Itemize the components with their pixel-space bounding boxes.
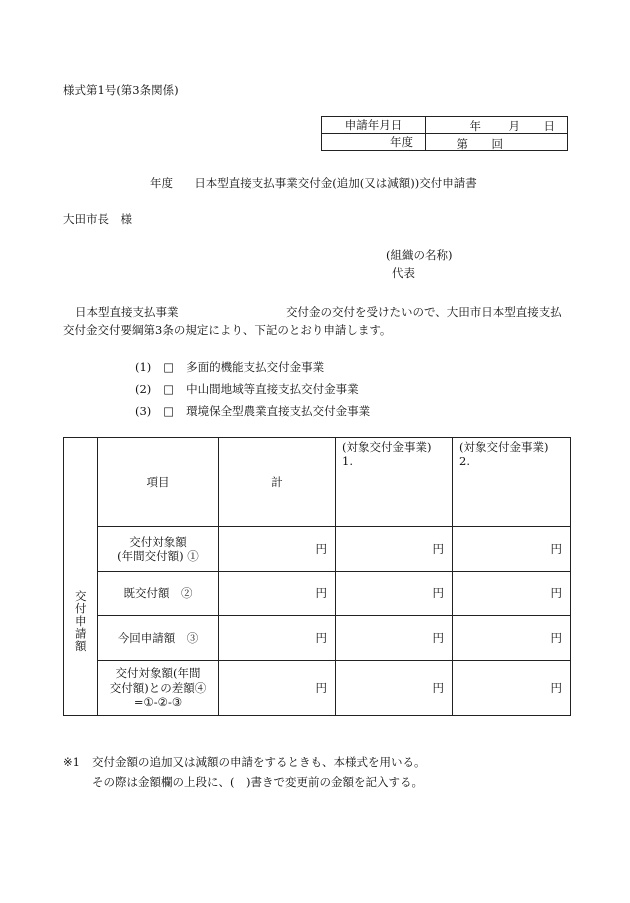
org-name-label: (組織の名称)	[386, 248, 453, 262]
option-1	[135, 360, 324, 374]
title-fiscal-year: 年度	[150, 176, 173, 190]
option-2-label: 中山間地域等直接支払交付金事業	[186, 382, 359, 396]
body-part2: 交付金の交付を受けたいので、大田市日本型直接支払	[286, 305, 562, 319]
option-2-checkbox[interactable]: □	[163, 382, 175, 396]
body-line2: 交付金交付要綱第3条の規定により、下記のとおり申請します。	[63, 323, 392, 337]
year-label: 年	[469, 118, 481, 133]
dai-label: 第	[456, 136, 468, 151]
application-amount-table	[63, 437, 571, 716]
amount-cell[interactable]: 円	[453, 661, 571, 716]
amount-cell[interactable]: 円	[336, 616, 453, 661]
amount-cell[interactable]: 円	[336, 661, 453, 716]
application-date-label: 申請年月日	[322, 117, 426, 134]
note-line-1: 交付金額の追加又は減額の申請をするときも、本様式を用いる。	[92, 755, 426, 769]
addressee: 大田市長 様	[63, 212, 132, 226]
representative-label: 代表	[392, 266, 415, 280]
kai-label: 回	[491, 136, 503, 151]
option-1-label: 多面的機能支払交付金事業	[186, 360, 325, 374]
side-label: 交付申請額	[73, 590, 88, 653]
header-target-2: (対象交付金事業) 2.	[453, 438, 571, 527]
option-3-number: (3)	[135, 404, 152, 418]
option-1-number: (1)	[135, 360, 152, 374]
option-2-number: (2)	[135, 382, 152, 396]
header-target-1: (対象交付金事業) 1.	[336, 438, 453, 527]
side-label-cell	[64, 438, 98, 716]
header-total: 計	[219, 438, 336, 527]
amount-cell[interactable]: 円	[219, 616, 336, 661]
row-label-grant-target: 交付対象額 (年間交付額) ①	[98, 527, 219, 572]
body-part1: 日本型直接支払事業	[75, 305, 179, 319]
option-3-checkbox[interactable]: □	[163, 404, 175, 418]
option-3-label: 環境保全型農業直接支払交付金事業	[186, 404, 371, 418]
title-text: 日本型直接支払事業交付金(追加(又は減額))交付申請書	[194, 176, 477, 190]
amount-cell[interactable]: 円	[453, 527, 571, 572]
amount-cell[interactable]: 円	[453, 616, 571, 661]
option-1-checkbox[interactable]: □	[163, 360, 175, 374]
fiscal-year-label: 年度	[322, 134, 426, 151]
day-label: 日	[543, 118, 555, 133]
amount-cell[interactable]: 円	[336, 572, 453, 616]
form-number: 様式第1号(第3条関係)	[63, 83, 179, 97]
row-label-difference: 交付対象額(年間 交付額)との差額④ =①-②-③	[98, 661, 219, 716]
header-item: 項目	[98, 438, 219, 527]
amount-cell[interactable]: 円	[219, 527, 336, 572]
round-field[interactable]	[426, 134, 568, 151]
row-label-current-request: 今回申請額 ③	[98, 616, 219, 661]
month-label: 月	[508, 118, 520, 133]
note-mark: ※1	[63, 755, 80, 769]
amount-cell[interactable]: 円	[453, 572, 571, 616]
amount-cell[interactable]: 円	[336, 527, 453, 572]
application-info-box	[321, 116, 568, 151]
amount-cell[interactable]: 円	[219, 572, 336, 616]
option-3	[135, 404, 370, 418]
note-line-2: その際は金額欄の上段に、( )書きで変更前の金額を記入する。	[92, 775, 423, 789]
document-title	[150, 176, 477, 190]
row-label-already-granted: 既交付額 ②	[98, 572, 219, 616]
amount-cell[interactable]: 円	[219, 661, 336, 716]
application-date-field[interactable]	[426, 117, 568, 134]
option-2	[135, 382, 359, 396]
